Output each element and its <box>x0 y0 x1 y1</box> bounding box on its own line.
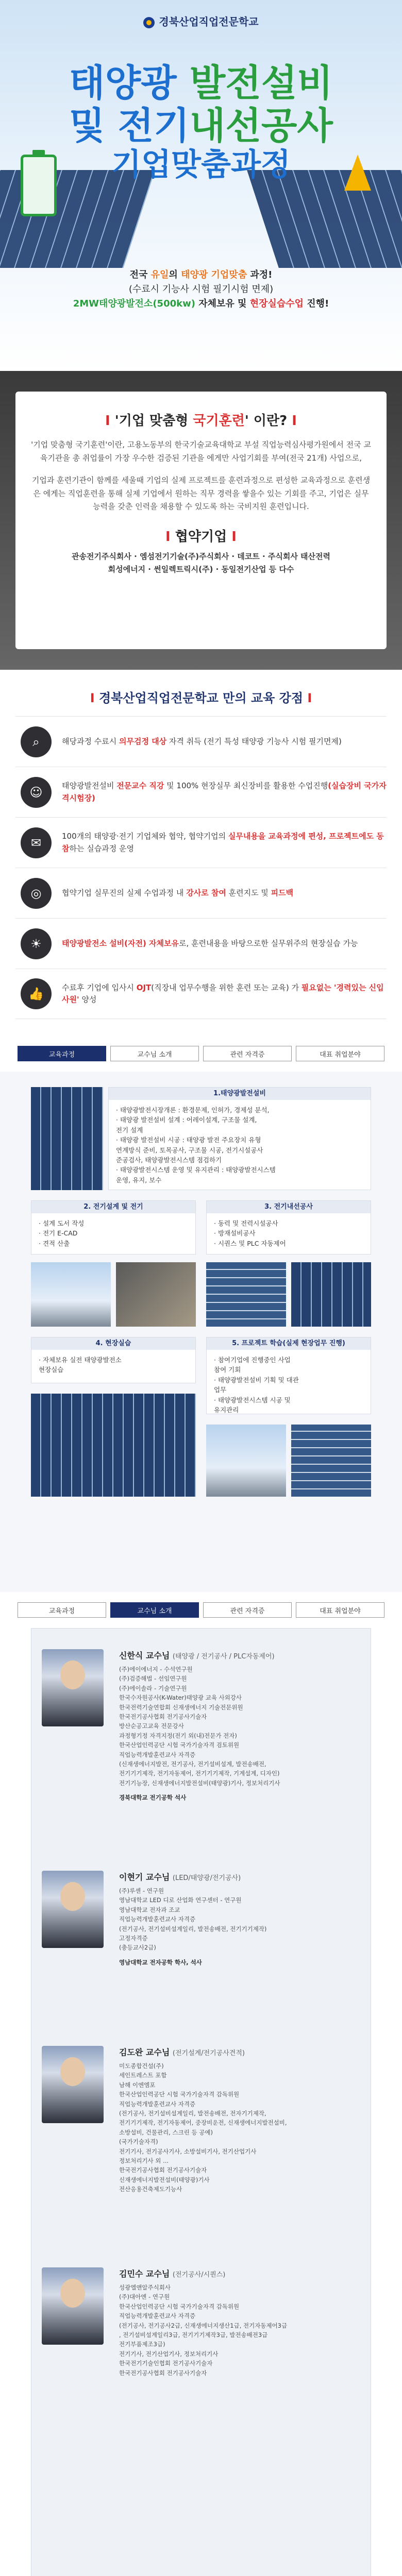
curriculum-box-3 <box>206 1200 371 1255</box>
strength-title: I 경북산업직업전문학교 만의 교육 강점 I <box>90 691 312 705</box>
instructor-card <box>42 2267 361 2422</box>
curriculum-section <box>0 1072 402 1592</box>
partners-title: I 협약기업 I <box>165 529 237 545</box>
hero-title-facility: 발전설비 <box>189 61 333 105</box>
hero-desc-text: 과정! <box>247 269 273 280</box>
person-icon: ☺ <box>21 777 52 808</box>
hero-desc-text: 전국 <box>129 269 151 280</box>
hero-description <box>0 268 402 311</box>
definition-question-accent: 국기훈련 <box>193 413 245 429</box>
instructor-detail: (주)에이에너지 - 수석연구원 (주)검증해법 - 선임연구원 (주)에이솔라 - 기술연구원 한국수자원공사(K-Water)태양광 교육 사외강사 한국전력기술연합회 신재생에너지 기술전문위원 한국전기공사협회 전기공사기술자 방산순공고교육 전문강사 과정형기정 자격지정(전기 외(내)전문가 전자) 한국산업인력공단 시험 국가기술자격 검토위원 직업능력개발훈련교사 자격증 (신재생에너지발전, 전기공사, 전기설비설계, 발전송배전, 전기기기제작, 전기자동제어, 전기기기제작, 기계설계, 디자인) 전기기능장, 신재생에너지발전설비(태양광)기사, 정보처리기사 경북대학교 전기공학 석사 <box>119 1665 361 1802</box>
definition-question-text: ' 이란? <box>244 413 288 429</box>
tab-curriculum[interactable]: 교육과정 <box>18 1046 106 1061</box>
instructor-photo <box>42 1871 104 1948</box>
strength-item <box>15 868 387 918</box>
instructor-photo <box>42 2267 104 2345</box>
curriculum-box-title: 1.태양광발전설비 <box>109 1088 371 1100</box>
curriculum-photo-project-a <box>206 1425 286 1497</box>
tab-certificates[interactable]: 관련 자격증 <box>203 1602 292 1618</box>
sun-icon: ☀ <box>21 928 52 959</box>
curriculum-photo-solar <box>31 1087 103 1190</box>
definition-paragraph-2: 기업과 훈련기관이 함께를 세울때 기업의 실제 프로젝트를 훈련과정으로 편성한 교육과정으로 훈련생은 에게는 직업훈련을 통해 실제 기업에서 원하는 직무 경력을 쌓을수 있는 기회를 주고, 기업은 실무능력을 갖춘 인력을 채용할 수 있도록 하는 국비지원 훈련입니다. <box>31 476 371 511</box>
tab-curriculum[interactable]: 교육과정 <box>18 1602 106 1618</box>
instructor-detail: (주)루센 - 연구원 영남대학교 LED 디로 산업화 연구센터 - 연구원 영남대학교 전자과 조교 직업능력개발훈련교사 자격증 (전기공사, 전기설비설계일리, 발전송배전, 전기기기제작) 고정자격증 (충등교사2급) 영남대학교 전자공학 학사, 석사 <box>119 1886 361 1967</box>
instructors-section <box>31 1628 371 2576</box>
curriculum-box-body: · 참여기업에 진행중인 사업 참여 기회 · 태양광발전설비 기획 및 대관 업무 · 태양광발전시스템 시공 및 유지관리 <box>214 1356 299 1414</box>
instructor-detail: 미도종합건설(주) 세인트레스트 포함 남해 이엔엠포 한국산업인력공단 시험 국가기술자격 감독위원 직업능력개발훈련교사 자격증 (전기공사, 전기설비설계일리, 발전송배전, 전자기기제작, 전기기기제작, 전기자동제어, 중장비운전, 신재생에너지발전설비, 소방설비, 건물관리, 스크린 등 공예) (국가기술자격) 전기기사, 전기공사기사, 소방설비기사, 전기산업기사 정보처리기사 외 ... 한국전기공사협회 전기공사기술자 신재생에너지발전설비(태양광)기사 전산응용건축제도기능사 <box>119 2062 287 2193</box>
tab-instructors[interactable]: 교수님 소개 <box>110 1046 199 1061</box>
tab-bar-instructors <box>0 1602 402 1621</box>
tab-jobs[interactable]: 대표 취업분야 <box>296 1046 384 1061</box>
curriculum-box-title: 2. 전기설계 및 전기 <box>31 1201 195 1213</box>
hero-desc-highlight: (500kw) <box>153 298 195 309</box>
curriculum-box-body: · 자체보유 실전 태양광발전소 현장실습 <box>39 1356 122 1374</box>
school-name: 경북산업직업전문학교 <box>159 15 259 28</box>
strength-text: 해당과정 수료시 의무검정 대상 자격 취득 (전기 특성 태양광 기능사 시험 필기면제) <box>62 736 342 746</box>
hero-desc-text: 자체보유 및 <box>195 298 250 309</box>
partners-line: 관송전기주식회사 · 엠섬전기기술(주)주식회사 · 데코트 · 주식회사 태산전력 <box>71 551 331 561</box>
hero-title-and: 및 <box>69 104 105 147</box>
tab-bar-curriculum <box>0 1046 402 1064</box>
curriculum-photo-tower <box>31 1262 111 1327</box>
definition-paragraph-1: '기업 맞춤형 국기훈련'이란, 고용노동부의 한국기술교육대학교 부설 직업능력심사평가원에서 전국 교육기관을 총 취업률이 가장 우수한 검증된 기관을 에게만 사업기회를 부여(전국 21개) 사업으로, <box>31 440 371 463</box>
curriculum-photo-panel <box>291 1262 371 1327</box>
curriculum-photo-field <box>31 1394 196 1497</box>
instructor-photo <box>42 2046 104 2123</box>
partners-title-text: 협약기업 <box>175 529 227 545</box>
definition-question: I '기업 맞춤형 국기훈련' 이란? I <box>105 413 297 429</box>
hero-desc-highlight: 태양광 기업맞춤 <box>181 269 247 280</box>
curriculum-box-title: 4. 현장실습 <box>31 1337 195 1350</box>
strength-text: 협약기업 실무진의 실제 수업과정 내 강사로 참여 훈련지도 및 피드백 <box>62 888 294 897</box>
instructor-degree: 영남대학교 전자공학 학사, 석사 <box>119 1958 202 1966</box>
hero-desc-highlight: 2MW태양광발전소 <box>73 298 153 309</box>
definition-section <box>0 371 402 670</box>
curriculum-box-2 <box>31 1200 196 1255</box>
search-icon: ⌕ <box>21 726 52 757</box>
school-logo-icon <box>143 17 155 28</box>
strength-text: 태양광발전설비 전문교수 직강 및 100% 현장실무 최신장비를 활용한 수업진행(실습장비 국가자격시험장) <box>62 781 387 803</box>
strength-title-school: 경북산업직업전문학교 <box>98 691 219 705</box>
curriculum-photo-work <box>116 1262 196 1327</box>
curriculum-box-body: · 설계 도서 작성 · 전기 E-CAD · 견적 산출 <box>39 1219 85 1247</box>
tab-certificates[interactable]: 관련 자격증 <box>203 1046 292 1061</box>
instructor-degree: 경북대학교 전기공학 석사 <box>119 1794 187 1802</box>
strength-text: 태양광발전소 설비(자전) 자체보유로, 훈련내용을 바탕으로한 실무위주의 현장실습 가능 <box>62 938 358 948</box>
instructor-name: 김민수 교수님 (전기공사/시퀀스) <box>119 2269 226 2279</box>
definition-card <box>15 392 387 649</box>
hero-title-course: 기업맞춤과정 <box>111 146 291 183</box>
curriculum-box-4 <box>31 1337 196 1383</box>
instructor-card <box>42 1649 361 1835</box>
instructor-card <box>42 1871 361 2015</box>
hero-desc-text: 진행! <box>304 298 329 309</box>
tab-jobs[interactable]: 대표 취업분야 <box>296 1602 384 1618</box>
hero-desc-highlight: 현장실습수업 <box>249 298 304 309</box>
instructor-card <box>42 2046 361 2242</box>
instructor-name: 신한식 교수님 (태양광 / 전기공사 / PLC자동제어) <box>119 1651 275 1660</box>
partners-list <box>31 550 371 577</box>
curriculum-box-5 <box>206 1337 371 1414</box>
strength-item <box>15 817 387 868</box>
strength-title-text: 만의 교육 강점 <box>218 691 303 705</box>
instructor-name: 김도완 교수님 (전기설계/전기공사견적) <box>119 2047 245 2057</box>
strength-item <box>15 969 387 1019</box>
hero-title-electric: 전기 <box>118 104 190 147</box>
thumb-icon: 👍 <box>21 978 52 1009</box>
hero-title-wiring: 내선공사 <box>189 104 333 147</box>
curriculum-box-body: · 태양광발전시장개론 : 환경문제, 인허가, 경제성 분석, · 태양광 발전설비 설계 : 어레이설계, 구조물 설계, 전기 설계 · 태양광 발전설비 시공 : 태양광 발전 주요장치 유형 연계방식 준비, 토목공사, 구조물 시공, 전기시설공사 준공검사, 태양광발전시스템 점검하기 · 태양광발전시스템 운영 및 유지관리 : 태양광발전시스템 운영, 유지, 보수 <box>116 1106 276 1184</box>
strength-item <box>15 767 387 817</box>
tab-instructors[interactable]: 교수님 소개 <box>110 1602 199 1618</box>
solar-panel-right <box>247 170 402 268</box>
hero-desc-highlight: 유일 <box>150 269 169 280</box>
strength-item <box>15 716 387 767</box>
target-icon: ◎ <box>21 878 52 909</box>
strength-list <box>15 716 387 1019</box>
header-logo[interactable] <box>0 13 402 28</box>
curriculum-photo-project-b <box>291 1425 371 1497</box>
curriculum-photo-grid <box>206 1262 286 1327</box>
hero-section <box>0 0 402 371</box>
definition-question-text: '기업 맞춤형 <box>114 413 193 429</box>
strength-text: 100개의 태양광·전기 기업체와 협약, 협약기업의 실무내용을 교육과정에 편성, 프로젝트에도 동참하는 실습과정 운영 <box>62 832 384 853</box>
curriculum-box-1 <box>108 1087 371 1190</box>
hero-title <box>0 62 402 183</box>
chat-icon: ✉ <box>21 827 52 858</box>
instructor-name: 이현기 교수님 (LED/태양광/전기공사) <box>119 1872 241 1882</box>
curriculum-box-title: 5. 프로젝트 학습(실제 현장업무 진행) <box>207 1337 371 1350</box>
hero-title-solar: 태양광 <box>69 61 177 105</box>
strength-item <box>15 918 387 969</box>
partners-line: 회성에너지 · 썬일렉트릭시(주) · 동일전기산업 등 다수 <box>108 565 294 574</box>
curriculum-box-body: · 동력 및 전력시설공사 · 방재설비공사 · 시퀀스 및 PLC 자동제어 <box>214 1219 286 1247</box>
instructor-detail: 성광엘앤알주식회사 (주)대아엔 - 연구원 한국산업인력공단 시험 국가기술자격 감독위원 직업능력개발훈련교사 자격증 (전기공사, 전기공사2급, 신재생에너지생산1급, 전기자동제어3급 , 전기설비설계일리3급, 전기기기제작3급, 발전송배전3급 전기부품제조3급) 전기기사, 전기산업기사, 정보처리기사 한국전기기술인협회 전기공사기술자 한국전기공사협회 전기공사기술자 <box>119 2284 288 2377</box>
curriculum-box-title: 3. 전기내선공사 <box>207 1201 371 1213</box>
instructor-photo <box>42 1649 104 1726</box>
strength-text: 수료후 기업에 입사시 OJT(직장내 업무수행을 위한 훈련 또는 교육) 가 필요없는 '경력있는 신입사원' 양성 <box>62 982 384 1004</box>
hero-desc-text: 의 <box>169 269 181 280</box>
hero-desc-note: (수료시 기능사 시험 필기시험 면제) <box>128 283 274 295</box>
